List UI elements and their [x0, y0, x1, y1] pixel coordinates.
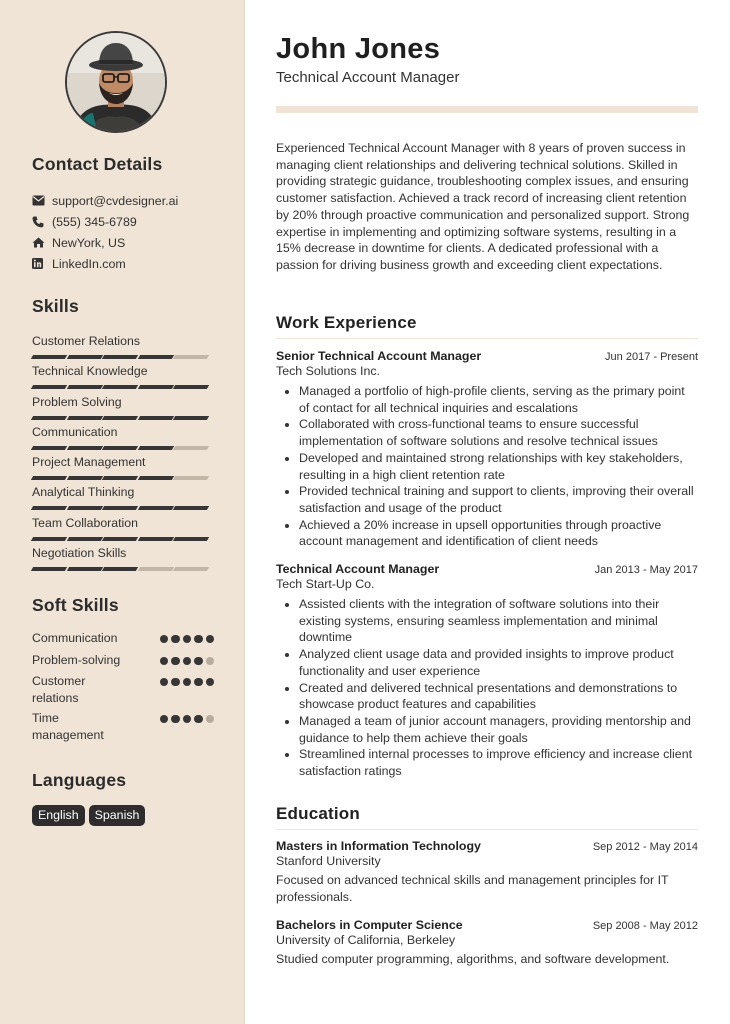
job-date: Jan 2013 - May 2017	[594, 564, 698, 576]
skill-level-segment	[102, 506, 138, 510]
skill-level-segment	[31, 506, 67, 510]
skill-item	[32, 546, 214, 576]
skill-level-segment	[137, 506, 173, 510]
skill-level-segment	[66, 567, 102, 571]
skill-level-segment	[31, 416, 67, 420]
contact-section	[32, 154, 214, 274]
soft-skill-name: Customer relations	[32, 674, 86, 705]
skill-name: Customer Relations	[32, 334, 140, 348]
education-entry	[276, 918, 698, 968]
skill-item	[32, 485, 214, 515]
contact-linkedin[interactable]	[32, 253, 214, 274]
home-icon	[32, 237, 52, 248]
linkedin-icon	[32, 258, 52, 269]
skill-item	[32, 395, 214, 425]
skill-level-segment	[137, 476, 173, 480]
skill-level-segment	[137, 385, 173, 389]
rating-dot	[194, 678, 202, 686]
skill-level-bar	[32, 567, 214, 571]
rating-dot	[183, 635, 191, 643]
contact-location-text: NewYork, US	[52, 235, 126, 250]
skill-level-segment	[66, 355, 102, 359]
soft-skill-row	[32, 673, 214, 710]
avatar	[65, 31, 167, 133]
soft-skill-name: Communication	[32, 631, 118, 645]
job-bullet: • Managed a team of junior account managers, providing mentorship and guidance to help them achieve their goals	[299, 713, 698, 746]
skill-level-segment	[102, 385, 138, 389]
job-title: Senior Technical Account Manager	[276, 349, 482, 363]
skill-level-segment	[137, 537, 173, 541]
skill-level-segment	[102, 446, 138, 450]
skill-level-segment	[66, 506, 102, 510]
rating-dot	[194, 715, 202, 723]
contact-email[interactable]	[32, 190, 214, 211]
skill-level-segment	[173, 446, 209, 450]
soft-skill-row	[32, 652, 214, 673]
education-title: Education	[276, 804, 360, 823]
skills-list	[32, 334, 214, 576]
job-bullet: • Provided technical training and support to clients, improving their overall satisfaction and usage of the product	[299, 483, 698, 516]
rating-dot	[160, 715, 168, 723]
contact-phone-text: (555) 345-6789	[52, 214, 137, 229]
header-divider	[276, 106, 698, 113]
skill-name: Communication	[32, 424, 118, 439]
skill-name: Team Collaboration	[32, 515, 138, 530]
soft-skill-row	[32, 630, 214, 652]
skill-level-bar	[32, 385, 214, 389]
soft-skill-rating	[160, 710, 214, 723]
education-date: Sep 2012 - May 2014	[592, 841, 698, 853]
rating-dot	[183, 657, 191, 665]
school-name: Stanford University	[276, 854, 381, 868]
experience-title: Work Experience	[276, 313, 417, 332]
job-company: Tech Solutions Inc.	[276, 364, 381, 378]
soft-skills-list	[32, 630, 214, 747]
contact-title: Contact Details	[32, 154, 163, 174]
skill-level-segment	[173, 476, 209, 480]
skill-level-segment	[102, 476, 138, 480]
phone-icon	[32, 216, 52, 228]
candidate-name: John Jones	[276, 33, 441, 65]
skill-level-segment	[66, 416, 102, 420]
job-bullet: • Achieved a 20% increase in upsell opportunities through proactive account management and identification of client needs	[299, 517, 698, 550]
job-bullets	[276, 383, 698, 550]
languages-list	[32, 805, 214, 826]
skills-section	[32, 296, 214, 576]
rating-dot	[160, 678, 168, 686]
section-divider	[276, 338, 698, 339]
rating-dot	[171, 678, 179, 686]
skill-level-segment	[173, 506, 209, 510]
soft-skills-title: Soft Skills	[32, 595, 119, 615]
job-title: Technical Account Manager	[276, 562, 440, 576]
skill-level-segment	[31, 537, 67, 541]
envelope-icon	[32, 195, 52, 206]
contact-linkedin-text: LinkedIn.com	[52, 256, 126, 271]
soft-skill-name: Time management	[32, 711, 104, 742]
language-badge: English	[32, 805, 85, 826]
job-bullet: • Analyzed client usage data and provided insights to improve product functionality and user experience	[299, 646, 698, 679]
skill-level-segment	[102, 537, 138, 541]
skill-level-segment	[173, 416, 209, 420]
school-name: University of California, Berkeley	[276, 933, 456, 947]
skill-level-bar	[32, 506, 214, 510]
rating-dot	[206, 678, 214, 686]
skill-name: Technical Knowledge	[32, 364, 148, 379]
rating-dot	[171, 657, 179, 665]
rating-dot	[206, 657, 214, 665]
skill-item	[32, 516, 214, 546]
sidebar	[0, 0, 245, 1024]
job-bullet: • Collaborated with cross-functional teams to ensure successful implementation of software solutions and resolve technical issues	[299, 416, 698, 449]
contact-list	[32, 190, 214, 274]
job-bullet: • Assisted clients with the integration of software solutions into their existing systems, ensuring seamless implementation and minimal downtime	[299, 596, 698, 646]
rating-dot	[194, 635, 202, 643]
skill-level-segment	[137, 567, 173, 571]
education-date: Sep 2008 - May 2012	[592, 920, 698, 932]
skill-level-segment	[137, 446, 173, 450]
profile-summary: Experienced Technical Account Manager with 8 years of proven success in managing client relationships and delivering technical solutions. Skilled in providing strategic guidance, troubleshooting complex issues, and ensuring customer satisfaction. Achieved a track record of increasing client retention by 20% through proactive communication and personalized support. Strong expertise in implementing and optimizing software systems, resulting in a 15% decrease in downtime for clients. A dedicated professional with a passion for driving business growth and exceeding client expectations.	[276, 141, 690, 272]
skill-level-segment	[173, 567, 209, 571]
job-bullets	[276, 596, 698, 780]
rating-dot	[206, 715, 214, 723]
skill-name: Analytical Thinking	[32, 485, 135, 500]
language-badge: Spanish	[89, 805, 146, 826]
skill-level-bar	[32, 446, 214, 450]
skill-level-segment	[31, 567, 67, 571]
soft-skill-row	[32, 710, 214, 747]
skill-level-bar	[32, 416, 214, 420]
skill-level-segment	[173, 385, 209, 389]
avatar-photo	[67, 33, 165, 131]
rating-dot	[171, 635, 179, 643]
soft-skill-rating	[160, 630, 214, 643]
skill-level-segment	[173, 355, 209, 359]
degree-title: Masters in Information Technology	[276, 839, 481, 853]
job-bullet: • Managed a portfolio of high-profile clients, serving as the primary point of contact for all technical inquiries and escalations	[299, 383, 698, 416]
skill-level-segment	[31, 385, 67, 389]
rating-dot	[160, 635, 168, 643]
soft-skill-name: Problem-solving	[32, 653, 121, 667]
job-date: Jun 2017 - Present	[605, 351, 698, 363]
skill-item	[32, 425, 214, 455]
skill-level-segment	[137, 355, 173, 359]
job-bullet: • Streamlined internal processes to improve efficiency and increase client satisfaction ratings	[299, 746, 698, 779]
languages-title: Languages	[32, 770, 127, 790]
skill-level-segment	[66, 446, 102, 450]
rating-dot	[194, 657, 202, 665]
skill-name: Project Management	[32, 455, 146, 470]
soft-skill-rating	[160, 673, 214, 686]
skill-level-segment	[66, 385, 102, 389]
skill-item	[32, 455, 214, 485]
job-bullet: • Developed and maintained strong relationships with key stakeholders, resulting in a high client retention rate	[299, 450, 698, 483]
education-description: Focused on advanced technical skills and management principles for IT professionals.	[276, 873, 669, 904]
skill-level-segment	[66, 476, 102, 480]
candidate-role: Technical Account Manager	[276, 69, 460, 86]
education-description: Studied computer programming, algorithms, and software development.	[276, 952, 670, 966]
skill-level-segment	[137, 416, 173, 420]
rating-dot	[171, 715, 179, 723]
skill-item	[32, 334, 214, 364]
skills-title: Skills	[32, 296, 79, 316]
skill-level-segment	[66, 537, 102, 541]
job-entry	[276, 349, 698, 550]
skill-level-segment	[31, 355, 67, 359]
skill-level-segment	[102, 355, 138, 359]
skill-name: Problem Solving	[32, 394, 122, 409]
skill-name: Negotiation Skills	[32, 546, 127, 561]
contact-phone[interactable]	[32, 211, 214, 232]
skill-level-segment	[102, 416, 138, 420]
skill-level-segment	[102, 567, 138, 571]
contact-email-text: support@cvdesigner.ai	[52, 193, 179, 208]
skill-level-segment	[31, 476, 67, 480]
section-divider	[276, 829, 698, 830]
job-bullet: • Created and delivered technical presentations and demonstrations to showcase product features and capabilities	[299, 680, 698, 713]
skill-level-bar	[32, 476, 214, 480]
skill-level-bar	[32, 537, 214, 541]
rating-dot	[206, 635, 214, 643]
education-entry	[276, 839, 698, 905]
job-entry	[276, 562, 698, 780]
languages-section	[32, 770, 214, 826]
skill-level-segment	[173, 537, 209, 541]
contact-location	[32, 232, 214, 253]
soft-skill-rating	[160, 652, 214, 665]
skill-level-segment	[31, 446, 67, 450]
rating-dot	[183, 715, 191, 723]
skill-item	[32, 364, 214, 394]
soft-skills-section	[32, 595, 214, 747]
job-company: Tech Start-Up Co.	[276, 577, 375, 591]
skill-level-bar	[32, 355, 214, 359]
degree-title: Bachelors in Computer Science	[276, 918, 463, 932]
rating-dot	[160, 657, 168, 665]
rating-dot	[183, 678, 191, 686]
